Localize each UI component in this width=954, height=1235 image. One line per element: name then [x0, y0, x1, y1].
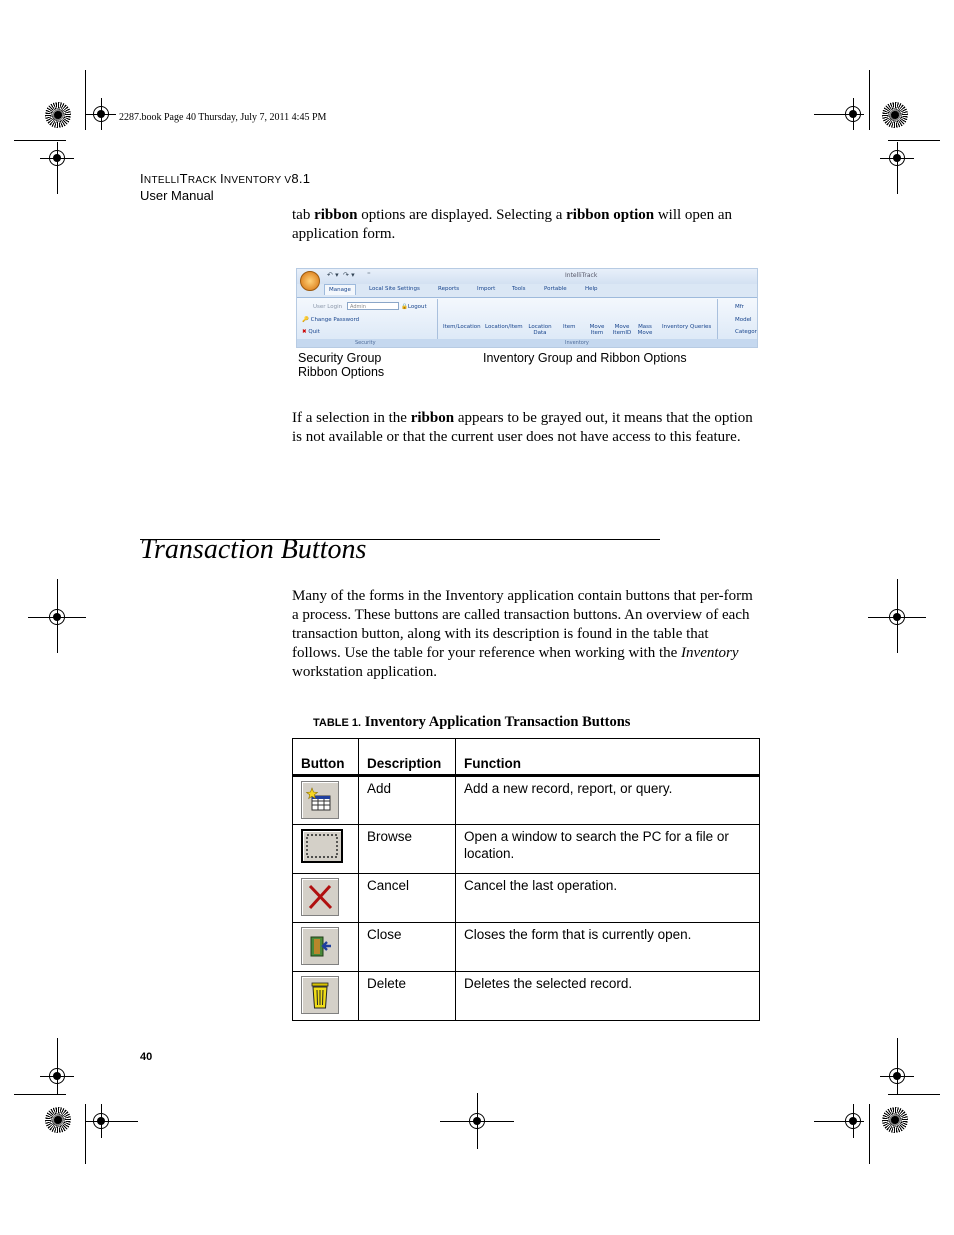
row-description: Close — [359, 923, 456, 972]
running-header-title — [140, 171, 310, 186]
paragraph-run: ribbon option — [566, 207, 655, 223]
print-stamp: 2287.book Page 40 Thursday, July 7, 2011 4:45 PM — [119, 112, 327, 123]
table-caption — [313, 714, 630, 731]
location-item-item: Location/Item — [485, 324, 523, 330]
user-login-label: User Login — [313, 304, 343, 310]
row-function: Open a window to search the PC for a file or location. — [456, 825, 760, 874]
row-description: Cancel — [359, 874, 456, 923]
category-item: Categor — [735, 329, 757, 335]
table-caption-label: TABLE 1. — [313, 717, 362, 729]
ribbon-tab-reports: Reports — [438, 286, 460, 292]
paragraph-run: will open an application form. — [292, 207, 732, 242]
user-login-field: Admin — [347, 302, 399, 310]
ribbon-group-labels — [297, 339, 757, 348]
redo-icon: ↷ ▾ — [343, 271, 355, 279]
intro-paragraph — [292, 206, 758, 244]
browse-icon — [301, 829, 343, 863]
close-icon — [301, 927, 339, 965]
section-heading: Transaction Buttons — [140, 534, 367, 565]
ribbon-title-bar — [297, 269, 757, 284]
paragraph-run: options are displayed. Selecting a — [357, 207, 567, 223]
paragraph-run: workstation application. — [292, 664, 437, 680]
move-item-item: Move Item — [589, 324, 605, 336]
row-function: Deletes the selected record. — [456, 972, 760, 1021]
paragraph-run: ribbon — [314, 207, 358, 223]
item-item: Item — [563, 324, 576, 330]
header-title-part: 8.1 — [291, 171, 311, 186]
paragraph-run: Many of the forms in the Inventory application contain buttons that per-form a process. These buttons are called transaction buttons. An overview of each transaction button, along with its description is found in the table that follows. Use the table for your reference when working with the — [292, 588, 753, 661]
ribbon-screenshot — [296, 268, 758, 348]
table-row — [293, 923, 760, 972]
table-row — [293, 874, 760, 923]
ribbon-tab-import: Import — [477, 286, 496, 292]
paragraph-run: Inventory — [681, 645, 739, 661]
ribbon-tab-help: Help — [585, 286, 598, 292]
table-row — [293, 825, 760, 874]
column-header-function: Function — [456, 739, 760, 776]
undo-icon: ↶ ▾ — [327, 271, 339, 279]
section-paragraph — [292, 587, 758, 682]
header-title-part: I — [140, 171, 144, 186]
delete-icon — [301, 976, 339, 1014]
row-function: Cancel the last operation. — [456, 874, 760, 923]
mass-move-item: Mass Move — [637, 324, 653, 336]
header-title-part: NVENTORY V — [223, 175, 292, 186]
page-number: 40 — [140, 1051, 153, 1063]
paragraph-run: ribbon — [410, 410, 455, 426]
quick-access-dropdown-icon: ⁼ — [367, 271, 371, 279]
row-description: Add — [359, 776, 456, 825]
add-icon — [301, 781, 339, 819]
security-group-label: Security — [355, 340, 376, 346]
header-title-part: T — [179, 171, 188, 186]
column-header-button: Button — [293, 739, 359, 776]
ribbon-tab-local-site-settings: Local Site Settings — [369, 286, 420, 292]
inventory-group-label: Inventory — [565, 340, 589, 346]
cancel-icon — [301, 878, 339, 916]
running-header-subtitle: User Manual — [140, 188, 214, 203]
column-header-description: Description — [359, 739, 456, 776]
inventory-queries-item: Inventory Queries — [662, 324, 712, 330]
grayed-out-paragraph — [292, 409, 758, 447]
row-function: Closes the form that is currently open. — [456, 923, 760, 972]
inventory-caption: Inventory Group and Ribbon Options — [483, 351, 687, 365]
paragraph-run: If a selection in the — [292, 410, 411, 426]
mfr-item: Mfr — [735, 304, 744, 310]
location-data-item: Location Data — [528, 324, 552, 336]
ribbon-tab-manage: Manage — [324, 284, 356, 295]
table-header-row — [293, 739, 760, 776]
row-description: Browse — [359, 825, 456, 874]
move-itemid-item: Move ItemID — [612, 324, 632, 336]
ribbon-app-title: IntelliTrack — [565, 272, 598, 279]
quit-item: ✖ Quit — [302, 329, 320, 335]
change-password-item: 🔑 Change Password — [302, 317, 360, 323]
paragraph-run: tab — [292, 207, 315, 223]
paragraph-run: appears to be grayed out, it means that the option is not available or that the current user does not have access to this feature. — [292, 410, 753, 445]
security-caption: Security Group Ribbon Options — [298, 351, 385, 379]
item-location-item: Item/Location — [443, 324, 481, 330]
row-function: Add a new record, report, or query. — [456, 776, 760, 825]
model-item: Model — [735, 317, 752, 323]
table-row — [293, 776, 760, 825]
logout-item: 🔒Logout — [401, 304, 427, 310]
header-title-part: I — [219, 171, 224, 186]
ribbon-tab-portable: Portable — [544, 286, 567, 292]
transaction-buttons-table — [292, 738, 760, 1021]
table-row — [293, 972, 760, 1021]
ribbon-tab-tools: Tools — [512, 286, 526, 292]
row-description: Delete — [359, 972, 456, 1021]
table-caption-title: Inventory Application Transaction Buttons — [364, 714, 631, 730]
ribbon-tabs — [297, 284, 757, 297]
header-title-part: RACK — [187, 175, 220, 186]
header-title-part: NTELLI — [143, 175, 180, 186]
ribbon-body — [297, 297, 757, 340]
